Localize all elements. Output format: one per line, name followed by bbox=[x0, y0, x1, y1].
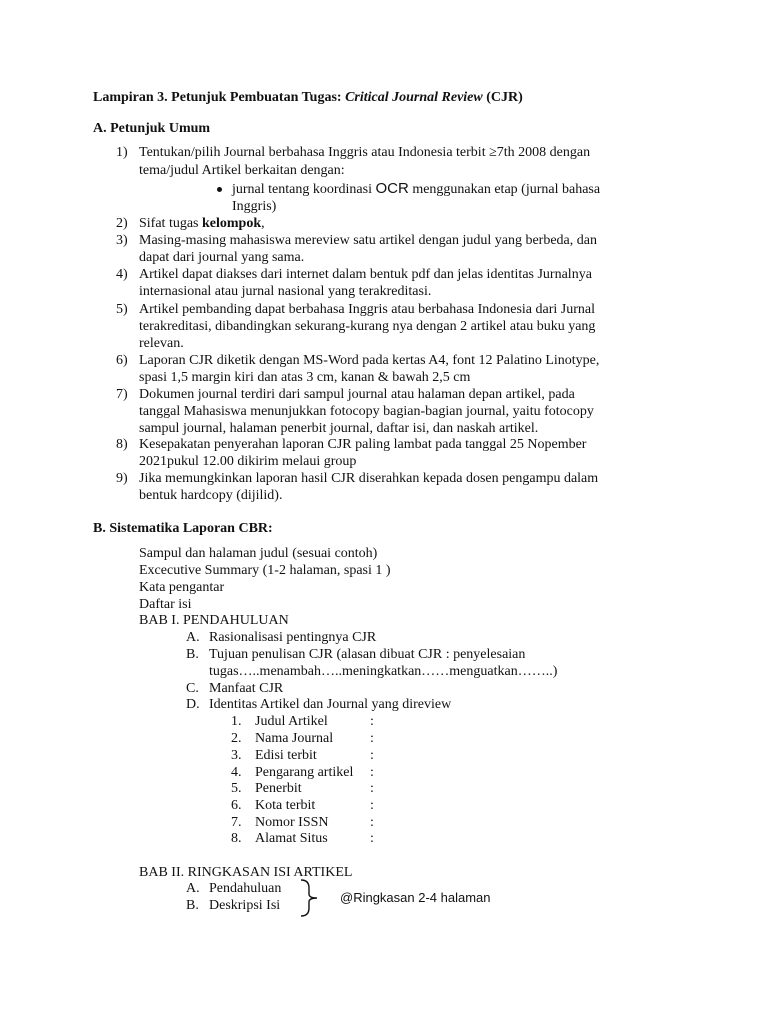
item-text: Laporan CJR diketik dengan MS-Word pada kertas A4, font 12 Palatino Linotype, bbox=[139, 353, 600, 368]
front-matter-item: Excecutive Summary (1-2 halaman, spasi 1 ) bbox=[139, 563, 391, 578]
item-text: Jika memungkinkan laporan hasil CJR diserahkan kepada dosen pengampu dalam bbox=[139, 471, 599, 486]
bab1-title: BAB I. PENDAHULUAN bbox=[139, 613, 289, 628]
identity-colon: : bbox=[370, 831, 374, 846]
item-text: relevan. bbox=[139, 336, 184, 351]
title-suffix: (CJR) bbox=[482, 90, 523, 105]
identity-label: Nama Journal bbox=[255, 731, 334, 746]
bab2-letter: B. bbox=[186, 898, 199, 913]
section-b-heading: B. Sistematika Laporan CBR: bbox=[93, 521, 273, 536]
bullet-text bbox=[232, 181, 600, 198]
title-italic: Critical Journal Review bbox=[345, 90, 483, 105]
document-title bbox=[93, 90, 523, 106]
identity-number: 6. bbox=[231, 798, 242, 813]
item-text: Masing-masing mahasiswa mereview satu artikel dengan judul yang berbeda, dan bbox=[139, 233, 597, 248]
item-text: tema/judul Artikel berkaitan dengan: bbox=[139, 163, 345, 178]
item-text-part: Sifat tugas bbox=[139, 216, 202, 231]
item-text: sampul journal, halaman penerbit journal, daftar isi, dan naskah artikel. bbox=[139, 421, 539, 436]
identity-colon: : bbox=[370, 781, 374, 796]
front-matter-item: Daftar isi bbox=[139, 597, 192, 612]
item-text: 2021pukul 12.00 dikirim melaui group bbox=[139, 454, 357, 469]
identity-colon: : bbox=[370, 714, 374, 729]
bab1-letter: A. bbox=[186, 630, 200, 645]
item-number: 7) bbox=[116, 387, 128, 402]
bab1-item: Tujuan penulisan CJR (alasan dibuat CJR : penyelesaian bbox=[209, 647, 526, 662]
section-a-heading: A. Petunjuk Umum bbox=[93, 121, 211, 136]
bab1-item: Identitas Artikel dan Journal yang direview bbox=[209, 697, 452, 712]
item-text bbox=[139, 216, 265, 232]
item-text: dapat dari journal yang sama. bbox=[139, 250, 305, 265]
item-number: 1) bbox=[116, 145, 128, 160]
bab1-item: Rasionalisasi pentingnya CJR bbox=[209, 630, 377, 645]
identity-label: Kota terbit bbox=[255, 798, 316, 813]
identity-label: Penerbit bbox=[255, 781, 302, 796]
identity-number: 8. bbox=[231, 831, 242, 846]
identity-number: 2. bbox=[231, 731, 242, 746]
bullet-ocr: OCR bbox=[375, 180, 409, 197]
bullet-icon bbox=[217, 187, 222, 192]
item-text-bold: kelompok bbox=[202, 216, 262, 231]
item-text: Tentukan/pilih Journal berbahasa Inggris atau Indonesia terbit ≥7th 2008 dengan bbox=[139, 145, 591, 160]
bab2-item: Pendahuluan bbox=[209, 881, 282, 896]
curly-brace-icon bbox=[299, 878, 323, 918]
item-number: 9) bbox=[116, 471, 128, 486]
bab2-item: Deskripsi Isi bbox=[209, 898, 281, 913]
item-text-part: , bbox=[261, 216, 265, 231]
item-number: 4) bbox=[116, 267, 128, 282]
identity-colon: : bbox=[370, 798, 374, 813]
identity-number: 3. bbox=[231, 748, 242, 763]
bab1-item: Manfaat CJR bbox=[209, 681, 284, 696]
item-text: internasional atau jurnal nasional yang terakreditasi. bbox=[139, 284, 432, 299]
item-text: Kesepakatan penyerahan laporan CJR paling lambat pada tanggal 25 Nopember bbox=[139, 437, 587, 452]
bab2-title: BAB II. RINGKASAN ISI ARTIKEL bbox=[139, 865, 353, 880]
ringkasan-note: @Ringkasan 2-4 halaman bbox=[340, 890, 491, 905]
bab1-letter: D. bbox=[186, 697, 200, 712]
front-matter-item: Sampul dan halaman judul (sesuai contoh) bbox=[139, 546, 378, 561]
identity-number: 7. bbox=[231, 815, 242, 830]
identity-label: Judul Artikel bbox=[255, 714, 328, 729]
bullet-text-after: menggunakan etap (jurnal bahasa bbox=[408, 182, 601, 197]
identity-label: Alamat Situs bbox=[255, 831, 328, 846]
identity-label: Pengarang artikel bbox=[255, 765, 354, 780]
identity-colon: : bbox=[370, 731, 374, 746]
item-text: bentuk hardcopy (dijilid). bbox=[139, 488, 283, 503]
identity-number: 4. bbox=[231, 765, 242, 780]
identity-colon: : bbox=[370, 815, 374, 830]
identity-colon: : bbox=[370, 765, 374, 780]
title-prefix: Lampiran 3. Petunjuk Pembuatan Tugas: bbox=[93, 90, 346, 105]
bab1-letter: B. bbox=[186, 647, 199, 662]
item-text: tanggal Mahasiswa menunjukkan fotocopy bagian-bagian journal, yaitu fotocopy bbox=[139, 404, 594, 419]
identity-label: Nomor ISSN bbox=[255, 815, 329, 830]
item-text: Artikel pembanding dapat berbahasa Inggris atau berbahasa Indonesia dari Jurnal bbox=[139, 302, 595, 317]
bab1-letter: C. bbox=[186, 681, 199, 696]
item-text: Dokumen journal terdiri dari sampul journal atau halaman depan artikel, pada bbox=[139, 387, 575, 402]
bab1-item-line2: tugas…..menambah…..meningkatkan……menguatkan……..) bbox=[209, 664, 558, 679]
item-number: 2) bbox=[116, 216, 128, 231]
front-matter-item: Kata pengantar bbox=[139, 580, 225, 595]
item-number: 5) bbox=[116, 302, 128, 317]
identity-colon: : bbox=[370, 748, 374, 763]
item-text: Artikel dapat diakses dari internet dalam bentuk pdf dan jelas identitas Jurnalnya bbox=[139, 267, 592, 282]
identity-label: Edisi terbit bbox=[255, 748, 317, 763]
item-number: 6) bbox=[116, 353, 128, 368]
identity-number: 1. bbox=[231, 714, 242, 729]
bullet-text-line2: Inggris) bbox=[232, 199, 277, 214]
item-number: 3) bbox=[116, 233, 128, 248]
item-number: 8) bbox=[116, 437, 128, 452]
bab2-letter: A. bbox=[186, 881, 200, 896]
item-text: terakreditasi, dibandingkan sekurang-kurang nya dengan 2 artikel atau buku yang bbox=[139, 319, 596, 334]
bullet-text-before: jurnal tentang koordinasi bbox=[232, 182, 376, 197]
item-text: spasi 1,5 margin kiri dan atas 3 cm, kanan & bawah 2,5 cm bbox=[139, 370, 471, 385]
identity-number: 5. bbox=[231, 781, 242, 796]
